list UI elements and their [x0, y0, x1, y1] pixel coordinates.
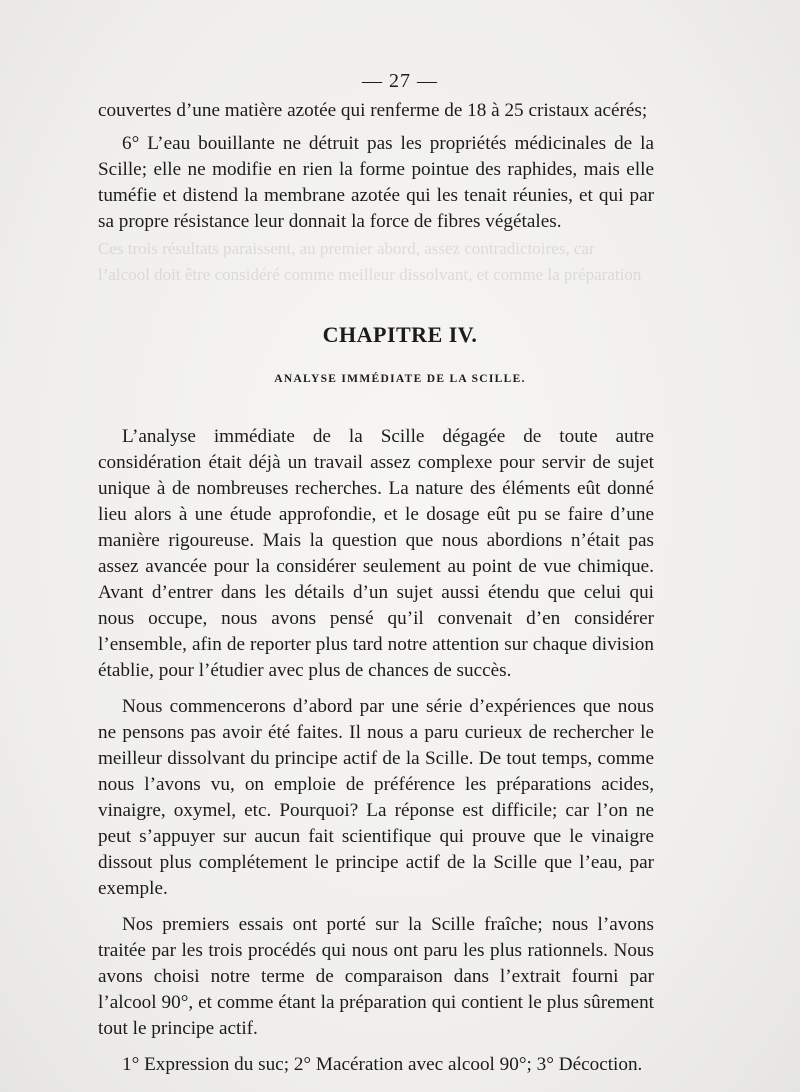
paragraph: 1° Expression du suc; 2° Macération avec alcool 90°; 3° Décoction.: [122, 1054, 643, 1075]
show-through-text: Ces trois résultats paraissent, au premier abord, assez contradictoires, car: [98, 239, 595, 258]
chapter-subtitle: ANALYSE IMMÉDIATE DE LA SCILLE.: [274, 373, 526, 385]
show-through-text: l’alcool doit être considéré comme meilleur dissolvant, et comme la préparation: [98, 265, 642, 284]
body-text-block: [98, 424, 654, 1078]
paragraph: Nos premiers essais ont porté sur la Scille fraîche; nous l’avons traitée par les trois procédés qui nous ont paru les plus rationnels. Nous avons choisi notre terme de comparaison dans l’extrait fourni par l’alcool 90°, et comme étant la préparation qui contient le plus sûrement tout le principe actif.: [98, 914, 654, 1039]
paragraph: couvertes d’une matière azotée qui renferme de 18 à 25 cristaux acérés;: [98, 100, 648, 121]
page-number: — 27 —: [362, 70, 438, 92]
paragraph: 6° L’eau bouillante ne détruit pas les propriétés médicinales de la Scille; elle ne modifie en rien la forme pointue des raphides, mais elle tuméfie et distend la membrane azotée qui les tenait réunies, et qui par sa propre résistance leur donnait la force de fibres végétales.: [98, 133, 654, 232]
chapter-title: CHAPITRE IV.: [322, 322, 478, 347]
paragraph: Nous commencerons d’abord par une série d’expériences que nous ne pensons pas avoir été faites. Il nous a paru curieux de rechercher le meilleur dissolvant du principe actif de la Scille. De tout temps, comme nous l’avons vu, on emploie de préférence les préparations acides, vinaigre, oxymel, etc. Pourquoi? La réponse est difficile; car l’on ne peut s’appuyer sur aucun fait scientifique qui prouve que le vinaigre dissout plus complétement le principe actif de la Scille que l’eau, par exemple.: [98, 696, 654, 899]
paragraph: L’analyse immédiate de la Scille dégagée de toute autre considération était déjà un travail assez complexe pour servir de sujet unique à de nombreuses recherches. La nature des éléments eût donné lieu alors à une étude approfondie, et le dosage eût pu se faire d’une manière rigoureuse. Mais la question que nous abordions n’était pas assez avancée pour la considérer seulement au point de vue chimique. Avant d’entrer dans les détails d’un sujet aussi étendu que celui qui nous occupe, nous avons pensé qu’il convenait d’en considérer l’ensemble, afin de reporter plus tard notre attention sur chaque division établie, pour l’étudier avec plus de chances de succès.: [98, 426, 654, 681]
top-text-block: [98, 98, 654, 235]
